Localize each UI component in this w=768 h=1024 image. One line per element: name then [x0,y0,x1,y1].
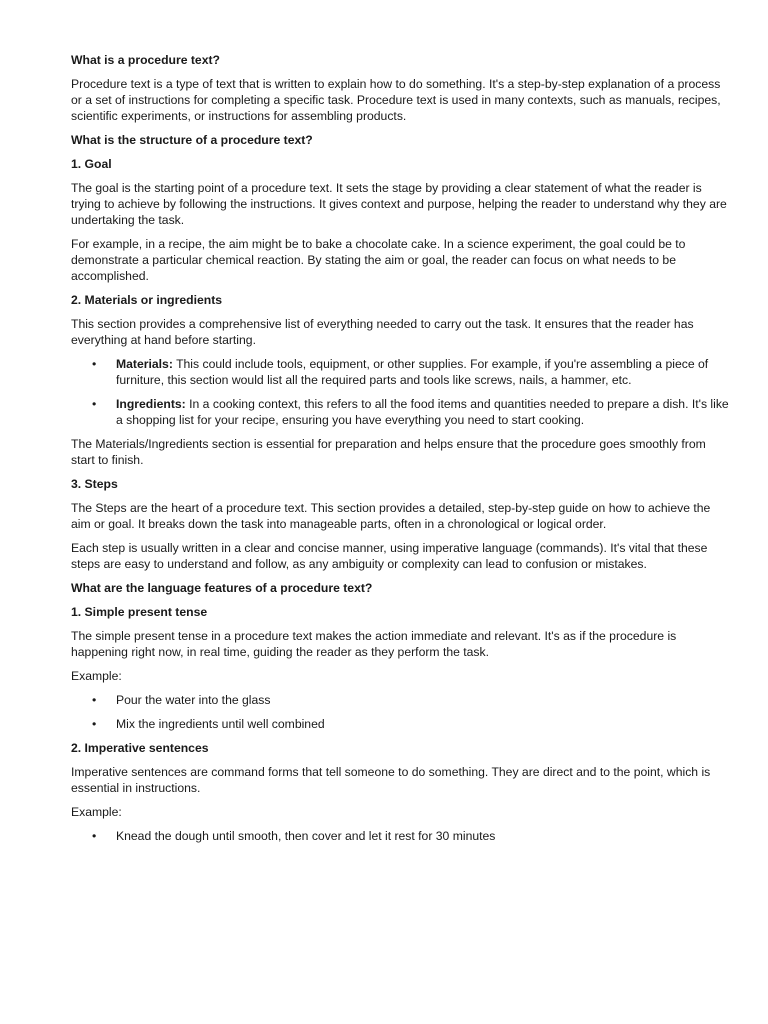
list-item-text: This could include tools, equipment, or other supplies. For example, if you're assembling a piece of furniture, this section would list all the required parts and tools like screws, nails, a hammer, etc. [116,357,709,387]
bullet-icon: • [92,357,97,371]
list-item-text: Knead the dough until smooth, then cover and let it rest for 30 minutes [116,829,496,843]
paragraph-tense: The simple present tense in a procedure text makes the action immediate and relevant. It's as if the procedure is happening right now, in real time, guiding the reader as they perform the task. [71,629,677,659]
paragraph-steps-1: The Steps are the heart of a procedure text. This section provides a detailed, step-by-step guide on how to achieve the aim or goal. It breaks down the task into manageable parts, often in a chronological or logical order. [71,501,711,531]
list-item [71,692,731,708]
example-label: Example: [71,669,122,683]
list-item-term: Ingredients: [116,397,186,411]
heading-language-features: What are the language features of a procedure text? [71,581,373,595]
paragraph-goal-1: The goal is the starting point of a procedure text. It sets the stage by providing a clear statement of what the reader is trying to achieve by following the instructions. It gives context and purpose, helping the reader to understand why they are undertaking the task. [71,181,727,227]
example-label: Example: [71,805,122,819]
paragraph-steps-2: Each step is usually written in a clear and concise manner, using imperative language (commands). It's vital that these steps are easy to understand and follow, as any ambiguity or complexity can lead to confusion or mistakes. [71,541,708,571]
document-page [71,52,731,852]
bullet-icon: • [92,829,97,843]
list-item-term: Materials: [116,357,173,371]
bullet-icon: • [92,397,97,411]
imperative-example-list [71,828,731,844]
heading-imperative-sentences: 2. Imperative sentences [71,741,209,755]
heading-materials: 2. Materials or ingredients [71,293,223,307]
list-item-materials [71,356,731,388]
heading-what-is-procedure-text: What is a procedure text? [71,53,220,67]
list-item [71,716,731,732]
tense-example-list [71,692,731,732]
bullet-icon: • [92,717,97,731]
materials-list [71,356,731,428]
list-item-ingredients [71,396,731,428]
list-item-text: Mix the ingredients until well combined [116,717,325,731]
heading-structure: What is the structure of a procedure text? [71,133,313,147]
paragraph-goal-2: For example, in a recipe, the aim might be to bake a chocolate cake. In a science experiment, the goal could be to demonstrate a particular chemical reaction. By stating the aim or goal, the reader can focus on what needs to be accomplished. [71,237,686,283]
heading-steps: 3. Steps [71,477,118,491]
paragraph-materials-end: The Materials/Ingredients section is essential for preparation and helps ensure that the procedure goes smoothly from start to finish. [71,437,706,467]
heading-goal: 1. Goal [71,157,112,171]
heading-simple-present-tense: 1. Simple present tense [71,605,208,619]
list-item-text: Pour the water into the glass [116,693,271,707]
bullet-icon: • [92,693,97,707]
list-item-text: In a cooking context, this refers to all the food items and quantities needed to prepare a dish. It's like a shopping list for your recipe, ensuring you have everything you need to start cooking. [116,397,729,427]
paragraph-materials: This section provides a comprehensive list of everything needed to carry out the task. It ensures that the reader has everything at hand before starting. [71,317,694,347]
paragraph-intro: Procedure text is a type of text that is written to explain how to do something. It's a step-by-step explanation of a process or a set of instructions for completing a specific task. Procedure text is used in many contexts, such as manuals, recipes, scientific experiments, or instructions for assembling products. [71,77,721,123]
list-item [71,828,731,844]
paragraph-imperative: Imperative sentences are command forms that tell someone to do something. They are direct and to the point, which is essential in instructions. [71,765,711,795]
